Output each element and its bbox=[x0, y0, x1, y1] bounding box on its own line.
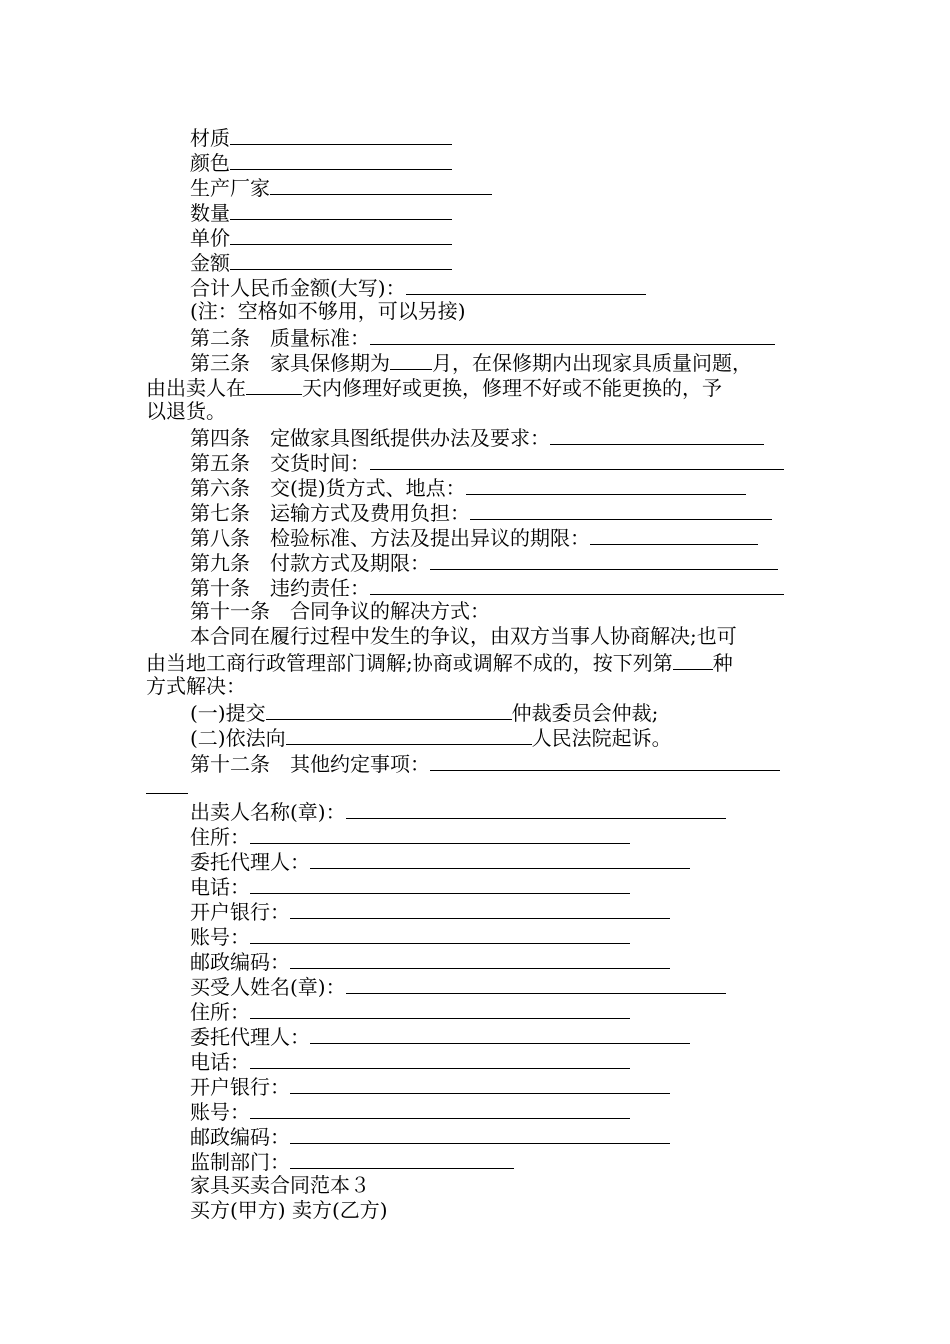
blank-line bbox=[430, 750, 780, 771]
article-12-continuation bbox=[146, 773, 188, 798]
blank-line bbox=[286, 724, 532, 745]
buyer-bank: 开户银行： bbox=[190, 1073, 670, 1098]
buyer-phone: 电话： bbox=[190, 1048, 630, 1073]
article-3-line-3: 以退货。 bbox=[146, 399, 226, 423]
blank-line bbox=[230, 149, 452, 170]
blank-line bbox=[250, 823, 630, 844]
blank-line bbox=[290, 948, 670, 969]
seller-postcode: 邮政编码： bbox=[190, 948, 670, 973]
blank-line bbox=[250, 1098, 630, 1119]
seller-phone: 电话： bbox=[190, 873, 630, 898]
seller-agent: 委托代理人： bbox=[190, 848, 690, 873]
dispute-line-2: 由当地工商行政管理部门调解;协商或调解不成的，按下列第 种 bbox=[146, 651, 733, 675]
article-4: 第四条 定做家具图纸提供办法及要求： bbox=[190, 424, 764, 449]
blank-line bbox=[310, 848, 690, 869]
blank-line bbox=[290, 1123, 670, 1144]
blank-line bbox=[250, 1048, 630, 1069]
field-amount: 金额 bbox=[190, 249, 452, 274]
blank-line bbox=[290, 1148, 514, 1169]
blank-line bbox=[246, 374, 302, 395]
field-material: 材质 bbox=[190, 124, 452, 149]
field-quantity: 数量 bbox=[190, 199, 452, 224]
article-3-line-1: 第三条 家具保修期为 月，在保修期内出现家具质量问题， bbox=[190, 351, 752, 375]
article-10: 第十条 违约责任： bbox=[190, 574, 784, 599]
article-7: 第七条 运输方式及费用负担： bbox=[190, 499, 772, 524]
blank-line bbox=[266, 699, 512, 720]
article-2: 第二条 质量标准： bbox=[190, 324, 775, 349]
next-contract-title: 家具买卖合同范本３ bbox=[190, 1173, 370, 1197]
blank-line bbox=[370, 324, 775, 345]
parties-line: 买方(甲方) 卖方(乙方) bbox=[190, 1198, 388, 1222]
blank-line bbox=[270, 174, 492, 195]
blank-line bbox=[466, 474, 746, 495]
blank-line bbox=[230, 249, 452, 270]
blank-line bbox=[390, 349, 432, 370]
article-11: 第十一条 合同争议的解决方式： bbox=[190, 599, 490, 623]
dispute-line-1: 本合同在履行过程中发生的争议，由双方当事人协商解决;也可 bbox=[190, 624, 737, 648]
blank-line bbox=[230, 224, 452, 245]
blank-line bbox=[310, 1023, 690, 1044]
article-3-line-2: 由出卖人在 天内修理好或更换，修理不好或不能更换的，予 bbox=[146, 376, 722, 400]
blank-line bbox=[250, 873, 630, 894]
seller-name: 出卖人名称(章)： bbox=[190, 798, 726, 823]
blank-line bbox=[550, 424, 764, 445]
blank-line bbox=[430, 549, 778, 570]
blank-line bbox=[290, 898, 670, 919]
dispute-option-1: (一)提交 仲裁委员会仲裁; bbox=[190, 701, 659, 725]
blank-line bbox=[290, 1073, 670, 1094]
article-6: 第六条 交(提)货方式、地点： bbox=[190, 474, 746, 499]
dispute-line-3: 方式解决： bbox=[146, 674, 246, 698]
article-8: 第八条 检验标准、方法及提出异议的期限： bbox=[190, 524, 758, 549]
field-color: 颜色 bbox=[190, 149, 452, 174]
field-unit-price: 单价 bbox=[190, 224, 452, 249]
blank-line bbox=[370, 574, 784, 595]
buyer-postcode: 邮政编码： bbox=[190, 1123, 670, 1148]
blank-line bbox=[370, 449, 784, 470]
field-total-rmb: 合计人民币金额(大写)： bbox=[190, 274, 646, 299]
note-line: (注：空格如不够用，可以另接) bbox=[190, 299, 466, 323]
blank-line bbox=[250, 923, 630, 944]
buyer-name: 买受人姓名(章)： bbox=[190, 973, 726, 998]
seller-bank: 开户银行： bbox=[190, 898, 670, 923]
blank-line bbox=[230, 124, 452, 145]
blank-line bbox=[250, 998, 630, 1019]
buyer-agent: 委托代理人： bbox=[190, 1023, 690, 1048]
blank-line bbox=[146, 773, 188, 794]
blank-line bbox=[470, 499, 772, 520]
dispute-option-2: (二)依法向 人民法院起诉。 bbox=[190, 726, 672, 750]
article-9: 第九条 付款方式及期限： bbox=[190, 549, 778, 574]
seller-account: 账号： bbox=[190, 923, 630, 948]
supervising-department: 监制部门： bbox=[190, 1148, 514, 1173]
blank-line bbox=[590, 524, 758, 545]
buyer-address: 住所： bbox=[190, 998, 630, 1023]
blank-line bbox=[346, 798, 726, 819]
article-5: 第五条 交货时间： bbox=[190, 449, 784, 474]
blank-line bbox=[230, 199, 452, 220]
article-12: 第十二条 其他约定事项： bbox=[190, 750, 780, 775]
buyer-account: 账号： bbox=[190, 1098, 630, 1123]
seller-address: 住所： bbox=[190, 823, 630, 848]
blank-line bbox=[673, 649, 713, 670]
blank-line bbox=[346, 973, 726, 994]
blank-line bbox=[406, 274, 646, 295]
field-manufacturer: 生产厂家 bbox=[190, 174, 492, 199]
